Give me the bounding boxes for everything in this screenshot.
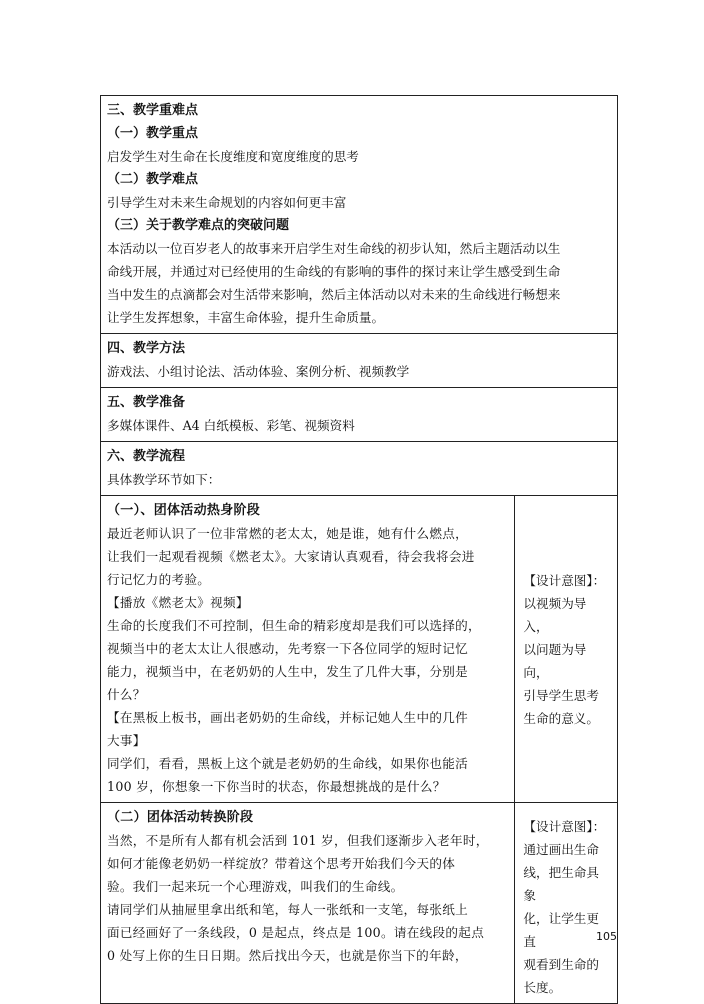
design-intent-line: 【设计意图】： (523, 572, 606, 588)
section-heading: 六、教学流程 (107, 449, 186, 464)
paragraph-line: 当中发生的点滴都会对生活带来影响，然后主体活动以对未来的生命线进行畅想来 (107, 287, 561, 302)
design-intent-line: 引导学生思考 (523, 687, 599, 703)
paragraph-line: 验。我们一起来玩一个心理游戏，叫我们的生命线。 (107, 879, 404, 894)
design-intent-line: 以视频为导入， (523, 595, 587, 634)
section-heading: 五、教学准备 (107, 395, 186, 410)
paragraph-line: 同学们，看看，黑板上这个就是老奶奶的生命线，如果你也能活 (107, 756, 469, 771)
stage-heading: （二）团体活动转换阶段 (107, 810, 254, 825)
paragraph-line: 具体教学环节如下： (107, 472, 221, 487)
design-intent-line: 通过画出生命 (523, 842, 599, 857)
design-intent-line: 化，让学生更直 (523, 911, 599, 949)
paragraph-line: 游戏法、小组讨论法、活动体验、案例分析、视频教学 (107, 364, 410, 379)
subsection-heading: （二）教学难点 (107, 172, 199, 187)
design-intent-cell (515, 803, 618, 1004)
paragraph-line: 最近老师认识了一位非常燃的老太太，她是谁，她有什么燃点， (107, 526, 469, 541)
design-intent-line: 长度。 (523, 980, 562, 995)
design-intent-line: 观看到生命的 (523, 957, 599, 972)
design-intent-line: 【设计意图】： (523, 819, 606, 834)
section-key-points-row (101, 96, 618, 334)
paragraph-line: 让学生发挥想象，丰富生命体验，提升生命质量。 (107, 310, 385, 325)
stage-warmup-row (101, 496, 618, 803)
paragraph-line: 让我们一起观看视频《燃老太》。大家请认真观看，待会我将会进 (107, 549, 475, 564)
stage-transition-row (101, 803, 618, 1004)
design-intent-cell (515, 496, 618, 803)
page-number: 105 (596, 930, 617, 943)
paragraph-line: 行记忆力的考验。 (107, 572, 211, 587)
paragraph-line: 多媒体课件、A4 白纸模板、彩笔、视频资料 (107, 418, 355, 433)
paragraph-line: 命线开展，并通过对已经使用的生命线的有影响的事件的探讨来让学生感受到生命 (107, 264, 561, 279)
section-process-cell (101, 442, 618, 496)
paragraph-line: 启发学生对生命在长度维度和宽度维度的思考 (107, 149, 359, 164)
paragraph-line: 【播放《燃老太》视频】 (107, 595, 249, 610)
subsection-heading: （三）关于教学难点的突破问题 (107, 218, 290, 233)
section-methods-cell (101, 334, 618, 388)
paragraph-line: 能力，视频当中，在老奶奶的人生中，发生了几件大事，分别是 (107, 664, 469, 679)
paragraph-line: 什么？ (107, 687, 146, 702)
paragraph-line: 面已经画好了一条线段，0 是起点，终点是 100。请在线段的起点 (107, 925, 485, 940)
section-heading: 四、教学方法 (107, 341, 186, 356)
paragraph-line: 生命的长度我们不可控制，但生命的精彩度却是我们可以选择的， (107, 618, 481, 633)
subsection-heading: （一）教学重点 (107, 126, 199, 141)
stage-heading: （一）、团体活动热身阶段 (107, 503, 261, 518)
paragraph-line: 如何才能像老奶奶一样绽放？带着这个思考开始我们今天的体 (107, 856, 456, 871)
section-preparation-cell (101, 388, 618, 442)
paragraph-line: 引导学生对未来生命规划的内容如何更丰富 (107, 195, 347, 210)
paragraph-line: 当然，不是所有人都有机会活到 101 岁，但我们逐渐步入老年时， (107, 833, 489, 848)
paragraph-line: 视频当中的老太太让人很感动，先考察一下各位同学的短时记忆 (107, 641, 469, 656)
paragraph-line: 【在黑板上板书，画出老奶奶的生命线，并标记她人生中的几件 (107, 710, 469, 725)
paragraph-line: 大事】 (107, 733, 146, 748)
stage-warmup-content (101, 496, 515, 803)
stage-transition-content (101, 803, 515, 1004)
paragraph-line: 请同学们从抽屉里拿出纸和笔，每人一张纸和一支笔，每张纸上 (107, 902, 469, 917)
section-heading: 三、教学重难点 (107, 103, 199, 118)
design-intent-line: 生命的意义。 (523, 710, 599, 726)
paragraph-line: 0 处写上你的生日日期。然后找出今天，也就是你当下的年龄， (107, 948, 468, 963)
section-preparation-row (101, 388, 618, 442)
design-intent-line: 线，把生命具象 (523, 865, 599, 903)
section-methods-row (101, 334, 618, 388)
section-process-row (101, 442, 618, 496)
design-intent-line: 以问题为导向， (523, 641, 587, 680)
paragraph-line: 本活动以一位百岁老人的故事来开启学生对生命线的初步认知，然后主题活动以生 (107, 241, 561, 256)
lesson-plan-table (100, 95, 618, 1004)
paragraph-line: 100 岁，你想象一下你当时的状态，你最想挑战的是什么？ (107, 779, 446, 794)
section-key-points-cell (101, 96, 618, 334)
